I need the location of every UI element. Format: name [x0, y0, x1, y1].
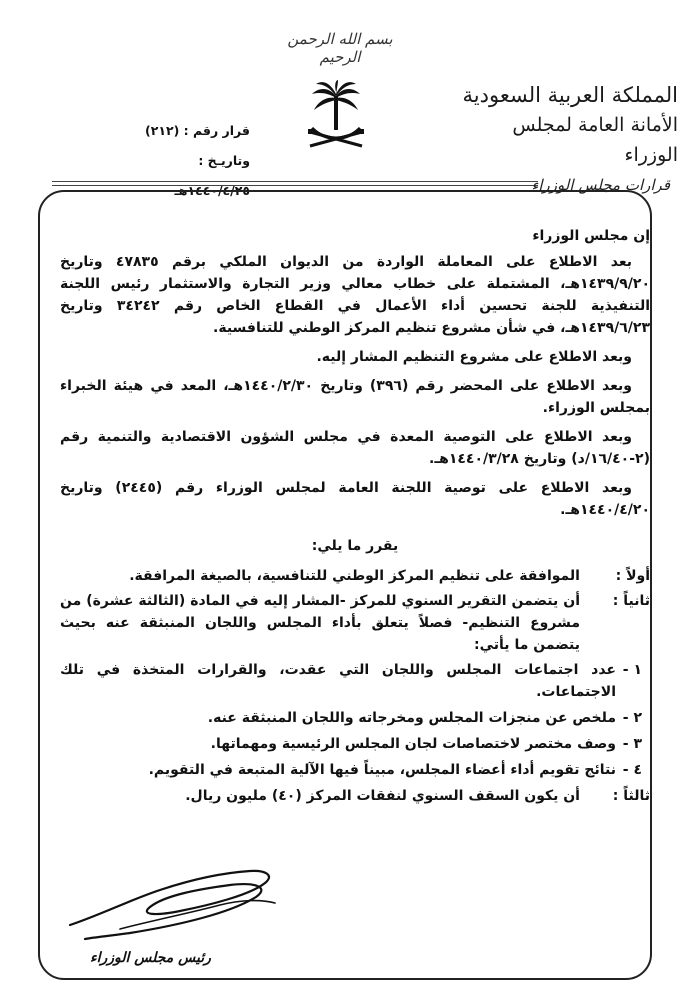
list-item: [60, 659, 650, 703]
list-item-text: ملخص عن منجزات المجلس ومخرجاته واللجان المنبثقة عنه.: [207, 710, 616, 726]
list-item-text: وصف مختصر لاختصاصات لجان المجلس الرئيسية ومهماتها.: [210, 736, 616, 752]
decisions-label: قرارات مجلس الوزراء: [531, 176, 670, 194]
kingdom-letterhead: [458, 80, 678, 170]
list-item: [60, 707, 650, 729]
resolves-heading: يقرر ما يلي:: [311, 538, 399, 554]
header-divider: [52, 181, 538, 186]
clause-third-text: أن يكون السقف السنوي لنفقات المركز (٤٠) مليون ريال.: [185, 788, 580, 804]
list-item: [60, 759, 650, 781]
decision-body: [60, 225, 650, 810]
general-secretariat-name: الأمانة العامة لمجلس الوزراء: [512, 114, 678, 166]
clause-first-label: أولاً :: [615, 568, 650, 584]
decision-number: قرار رقم : (٢١٢): [144, 123, 250, 138]
palm-and-swords-emblem: [306, 80, 366, 152]
list-item-text: نتائج تقويم أداء أعضاء المجلس، مبيناً فيها الآلية المتبعة في التقويم.: [148, 762, 616, 778]
paragraph-royal-court: بعد الاطلاع على المعاملة الواردة من الديوان الملكي برقم ٤٧٨٣٥ وتاريخ ١٤٣٩/٩/٢٠هـ، المشتملة على خطاب معالي وزير التجارة والاستثمار رئيس اللجنة التنفيذية للجنة تحسين أداء الأعمال في القطاع الخاص رقم ٣٤٢٤٢ وتاريخ ١٤٣٩/٦/٢٣هـ، في شأن مشروع تنظيم المركز الوطني للتنافسية.: [60, 254, 650, 336]
paragraph-draft-regulation: وبعد الاطلاع على مشروع التنظيم المشار إليه.: [316, 349, 632, 365]
signer-title: رئيس مجلس الوزراء: [90, 950, 211, 966]
decision-date: وتاريـخ : ١٤٤٠/٤/٢٥هـ: [174, 153, 250, 198]
clause-third: [60, 785, 650, 807]
clause-third-label: ثالثاً :: [612, 788, 650, 804]
bismillah-calligraphy: بسم الله الرحمن الرحيم: [287, 30, 393, 66]
list-item-text: عدد اجتماعات المجلس واللجان التي عقدت، والقرارات المتخذة في تلك الاجتماعات.: [60, 662, 616, 700]
handwritten-signature: [60, 855, 290, 945]
paragraph-experts-minutes: وبعد الاطلاع على المحضر رقم (٣٩٦) وتاريخ ١٤٤٠/٢/٣٠هـ، المعد في هيئة الخبراء بمجلس الوزراء.: [60, 378, 650, 416]
list-item-number: ١ -: [622, 662, 642, 678]
list-item-number: ٣ -: [622, 736, 642, 752]
paragraph-economic-council: وبعد الاطلاع على التوصية المعدة في مجلس الشؤون الاقتصادية والتنمية رقم (٢-١٦/٤٠/د) وتاريخ ١٤٤٠/٣/٢٨هـ.: [60, 429, 650, 467]
paragraph-general-committee: وبعد الاطلاع على توصية اللجنة العامة لمجلس الوزراء رقم (٢٤٤٥) وتاريخ ١٤٤٠/٤/٢٠هـ.: [60, 480, 650, 518]
clause-first: [60, 565, 650, 587]
clause-second-text: أن يتضمن التقرير السنوي للمركز -المشار إليه في المادة (الثالثة عشرة) من مشروع التنظيم- فصلاً يتعلق بأداء المجلس واللجان المنبثقة عنه بحيث يتضمن ما يأتي:: [60, 593, 580, 653]
list-item-number: ٢ -: [622, 710, 642, 726]
council-intro: إن مجلس الوزراء: [532, 228, 650, 244]
clause-second: [60, 590, 650, 656]
list-item-number: ٤ -: [622, 762, 642, 778]
kingdom-name: المملكة العربية السعودية: [462, 83, 678, 107]
list-item: [60, 733, 650, 755]
clause-second-label: ثانياً :: [612, 593, 650, 609]
clause-first-text: الموافقة على تنظيم المركز الوطني للتنافسية، بالصيغة المرافقة.: [129, 568, 580, 584]
